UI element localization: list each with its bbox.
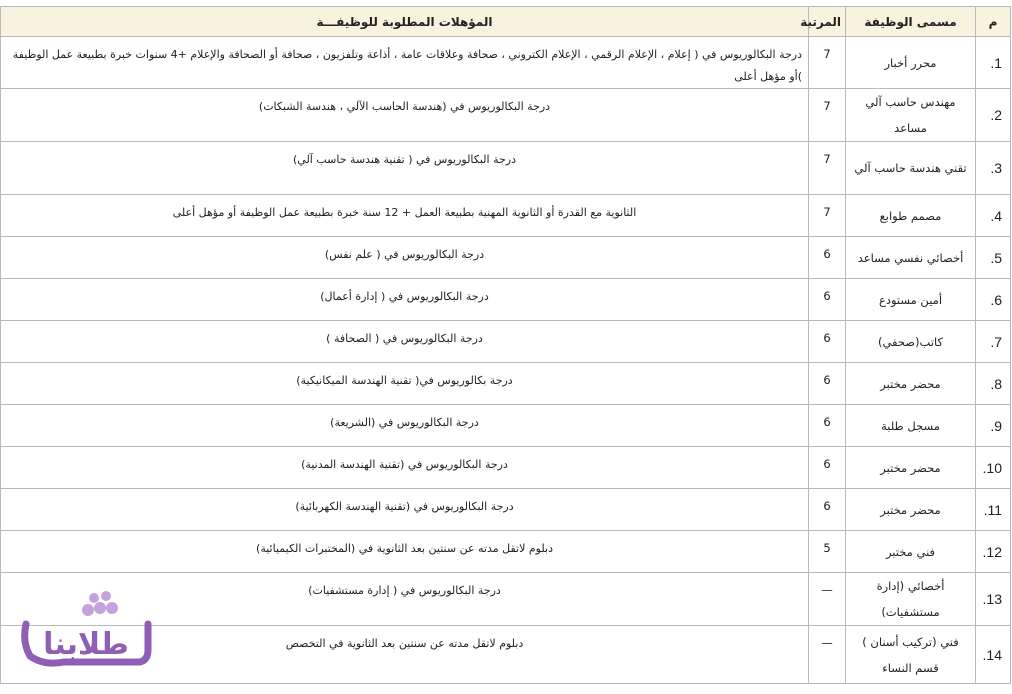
row-number: 1. (976, 37, 1011, 89)
job-title: محضر مختبر (880, 502, 941, 517)
table-row (1, 573, 1011, 626)
row-number: 14. (976, 626, 1011, 684)
logo-dot (94, 602, 106, 614)
job-title: مهندس حاسب آلي مساعد (865, 95, 956, 135)
qualifications-cell: دبلوم لاتقل مدته عن سنتين بعد الثانوية في التخصص (1, 626, 809, 684)
site-logo (20, 590, 152, 670)
row-number: 6. (976, 279, 1011, 321)
table-row (1, 142, 1011, 195)
logo-dot (106, 602, 118, 614)
logo-dot (89, 593, 99, 603)
row-number: 12. (976, 531, 1011, 573)
job-title: مصمم طوابع (879, 208, 942, 223)
row-number: 10. (976, 447, 1011, 489)
qualifications-cell: دبلوم لاتقل مدته عن سنتين بعد الثانوية في (المختبرات الكيميائية) (1, 531, 809, 573)
qualifications-cell: درجة البكالوريوس في (تقنية الهندسة الكهربائية) (1, 489, 809, 531)
job-title-cell (846, 321, 976, 363)
rank-cell: 7 (809, 195, 846, 237)
qualifications-cell: درجة البكالوريوس في ( إعلام ، الإعلام الرقمي ، الإعلام الكتروني ، صحافة وعلاقات عامة ، أذاعة وتلفزيون ، صحافة أو الصحافة والإعلام +4 سنوات خبرة بطبيعة عمل الوظيفة )أو مؤهل أعلى (1, 37, 809, 89)
logo-text: طلابنا (43, 627, 129, 662)
table-row (1, 279, 1011, 321)
qualifications-cell: الثانوية مع القدرة أو الثانوية المهنية بطبيعة العمل + 12 سنة خبرة بطبيعة عمل الوظيفة أو مؤهل أعلى (1, 195, 809, 237)
qualifications-cell: درجة البكالوريوس في ( إدارة أعمال) (1, 279, 809, 321)
job-title: فني (تركيب أسنان ) قسم النساء (862, 634, 959, 675)
rank-cell: 5 (809, 531, 846, 573)
rank-cell: 6 (809, 363, 846, 405)
row-number: 5. (976, 237, 1011, 279)
job-title-cell (846, 489, 976, 531)
logo-dot (101, 591, 111, 601)
table-row (1, 37, 1011, 89)
job-title: أمين مستودع (878, 292, 943, 307)
job-title: محرر أخبار (884, 55, 937, 70)
job-title-cell (846, 37, 976, 89)
table-row (1, 626, 1011, 684)
job-title-cell (846, 531, 976, 573)
table-row (1, 321, 1011, 363)
rank-cell: 6 (809, 321, 846, 363)
job-title-cell (846, 237, 976, 279)
job-title: تقني هندسة حاسب آلي (854, 161, 967, 176)
job-title: فني مختبر (885, 544, 936, 559)
row-number: 7. (976, 321, 1011, 363)
qualifications-cell: درجة بكالوريوس في( تقنية الهندسة الميكانيكية) (1, 363, 809, 405)
job-title-cell (846, 405, 976, 447)
table-row (1, 363, 1011, 405)
table-row (1, 489, 1011, 531)
table-header-row (1, 7, 1011, 37)
job-title: أخصائي نفسي مساعد (857, 250, 964, 265)
job-title-cell (846, 195, 976, 237)
row-number: 2. (976, 89, 1011, 142)
header-rank: المرتبة (809, 7, 846, 37)
header-index: م (976, 7, 1011, 37)
job-title-cell (846, 447, 976, 489)
rank-cell: — (809, 573, 846, 626)
row-number: 8. (976, 363, 1011, 405)
rank-cell: 7 (809, 142, 846, 195)
rank-cell: 6 (809, 279, 846, 321)
job-title-cell (846, 279, 976, 321)
rank-cell: 6 (809, 405, 846, 447)
job-title: محضر مختبر (880, 460, 941, 475)
rank-cell: 6 (809, 447, 846, 489)
jobs-table (0, 6, 1011, 684)
header-job-title: مسمى الوظيفة (846, 7, 976, 37)
row-number: 9. (976, 405, 1011, 447)
job-title-cell (846, 626, 976, 684)
rank-cell: 7 (809, 89, 846, 142)
row-number: 11. (976, 489, 1011, 531)
qualifications-cell: درجة البكالوريوس في ( تقنية هندسة حاسب آلي) (1, 142, 809, 195)
row-number: 3. (976, 142, 1011, 195)
job-title-cell (846, 142, 976, 195)
job-title: أخصائي (إدارة مستشفيات) (876, 579, 945, 619)
job-title-cell (846, 89, 976, 142)
table-row (1, 531, 1011, 573)
rank-cell: 7 (809, 37, 846, 89)
table-row (1, 237, 1011, 279)
rank-cell: 6 (809, 489, 846, 531)
table-row (1, 447, 1011, 489)
qualifications-cell: درجة البكالوريوس في ( علم نفس) (1, 237, 809, 279)
qualifications-cell: درجة البكالوريوس في ( الصحافة ) (1, 321, 809, 363)
job-title-cell (846, 573, 976, 626)
table-row (1, 195, 1011, 237)
qualifications-cell: درجة البكالوريوس في (الشريعة) (1, 405, 809, 447)
table-row (1, 405, 1011, 447)
job-title: كاتب(صحفي) (877, 334, 944, 349)
rank-cell: — (809, 626, 846, 684)
row-number: 4. (976, 195, 1011, 237)
qualifications-cell: درجة البكالوريوس في (تقنية الهندسة المدنية) (1, 447, 809, 489)
qualifications-cell: درجة البكالوريوس في ( إدارة مستشفيات) (1, 573, 809, 626)
rank-cell: 6 (809, 237, 846, 279)
job-title: محضر مختبر (880, 376, 941, 391)
logo-dot (82, 604, 94, 616)
table-row (1, 89, 1011, 142)
row-number: 13. (976, 573, 1011, 626)
job-title: مسجل طلبة (881, 418, 940, 433)
header-qualifications: المؤهلات المطلوبة للوظيفـــة (1, 7, 809, 37)
job-title-cell (846, 363, 976, 405)
qualifications-cell: درجة البكالوريوس في (هندسة الحاسب الآلي ، هندسة الشبكات) (1, 89, 809, 142)
